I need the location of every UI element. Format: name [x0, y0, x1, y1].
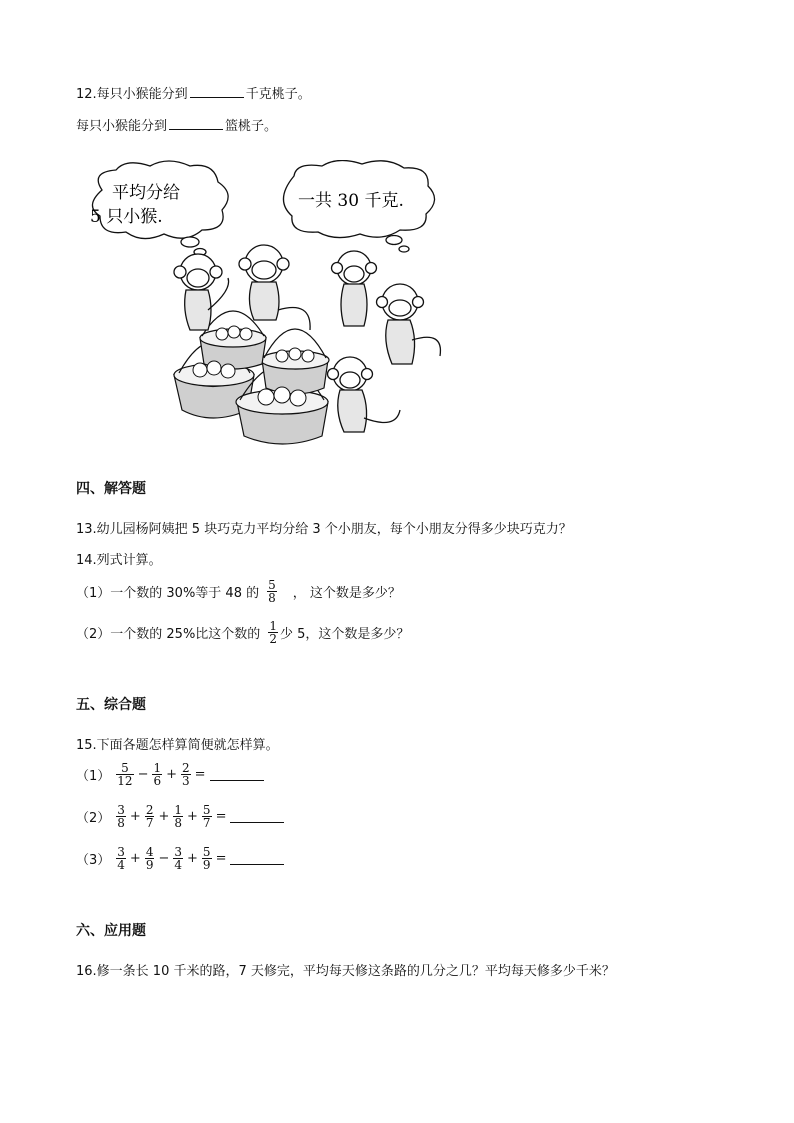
q15-row-1	[76, 762, 266, 787]
answer-blank[interactable]	[230, 852, 284, 865]
fraction-denominator: 3	[182, 774, 190, 788]
q15-title: 15.下面各题怎样算简便就怎样算。	[76, 738, 279, 753]
operator: +	[187, 851, 198, 866]
q14-p2-post: 少 5，这个数是多少？	[279, 627, 410, 642]
operator: +	[166, 767, 178, 782]
q12-line1-pre: 12.每只小猴能分到	[76, 87, 188, 102]
answer-blank[interactable]	[169, 117, 223, 130]
fraction-numerator: 2	[145, 803, 154, 817]
fraction-numerator: 5	[268, 578, 276, 592]
fraction-numerator: 3	[117, 803, 125, 817]
fraction-denominator: 6	[153, 774, 162, 788]
fraction-numerator: 4	[145, 845, 154, 859]
section-5-title: 五、综合题	[76, 697, 146, 713]
q14-part2	[76, 620, 409, 645]
fraction-numerator: 1	[153, 761, 162, 775]
equals-sign: =	[215, 851, 227, 866]
fraction-denominator: 9	[202, 858, 211, 872]
answer-blank[interactable]	[190, 85, 244, 98]
bubble-left-line2: 5 只小猴.	[90, 207, 163, 227]
fraction-denominator: 7	[145, 816, 154, 830]
answer-blank[interactable]	[210, 768, 264, 781]
q15-row-label: （1）	[76, 769, 111, 784]
fraction-numerator: 2	[182, 761, 190, 775]
fraction-numerator: 5	[202, 803, 211, 817]
section-6-title: 六、应用题	[76, 923, 146, 939]
q16-text: 16.修一条长 10 千米的路，7 天修完，平均每天修这条路的几分之几？平均每天修多少千米？	[76, 964, 615, 979]
fraction-denominator: 8	[174, 816, 183, 830]
fraction	[173, 804, 183, 829]
fraction	[116, 846, 126, 871]
operator: −	[137, 767, 149, 782]
fraction	[116, 804, 126, 829]
q15-row-2	[76, 804, 286, 829]
q15-row-label: （3）	[76, 853, 111, 868]
operator: +	[158, 809, 170, 824]
bubble-left-line1: 平均分给	[112, 183, 180, 203]
fraction-numerator: 3	[174, 845, 183, 859]
fraction-numerator: 3	[117, 845, 125, 859]
q14-part1	[76, 579, 401, 604]
fraction-numerator: 1	[269, 619, 277, 633]
fraction-denominator: 4	[174, 858, 183, 872]
fraction-denominator: 9	[145, 858, 154, 872]
section-4-title: 四、解答题	[76, 481, 146, 497]
fraction	[267, 579, 277, 604]
q15-row-label: （2）	[76, 811, 111, 826]
monkeys-peaches-illustration	[82, 160, 452, 460]
answer-blank[interactable]	[230, 810, 284, 823]
operator: −	[158, 851, 170, 866]
q12-line2-post: 篮桃子。	[225, 119, 278, 134]
fraction	[116, 762, 133, 787]
fraction-denominator: 12	[117, 774, 133, 788]
fraction	[202, 846, 212, 871]
q14-p1-post: ， 这个数是多少？	[292, 586, 401, 601]
q12-line1	[76, 83, 311, 102]
fraction	[145, 804, 155, 829]
fraction	[145, 846, 155, 871]
equals-sign: =	[194, 767, 206, 782]
fraction-denominator: 8	[117, 816, 125, 830]
fraction	[268, 620, 278, 645]
fraction-denominator: 8	[268, 591, 276, 605]
fraction	[173, 846, 183, 871]
fraction	[152, 762, 162, 787]
q12-line1-post: 千克桃子。	[245, 87, 311, 102]
fraction-numerator: 5	[202, 845, 211, 859]
fraction-numerator: 5	[121, 761, 129, 775]
q15-row-3	[76, 846, 286, 871]
bubble-right-text: 一共 30 千克.	[298, 191, 404, 211]
equals-sign: =	[215, 809, 227, 824]
fraction	[181, 762, 191, 787]
fraction-denominator: 2	[269, 632, 277, 646]
fraction-denominator: 4	[117, 858, 125, 872]
q13-text: 13.幼儿园杨阿姨把 5 块巧克力平均分给 3 个小朋友，每个小朋友分得多少块巧克力？	[76, 522, 572, 537]
fraction-denominator: 7	[202, 816, 211, 830]
q14-title: 14.列式计算。	[76, 553, 162, 568]
q14-p1-pre: （1）一个数的 30%等于 48 的	[76, 586, 260, 601]
q12-line2	[76, 115, 277, 134]
q14-p2-pre: （2）一个数的 25%比这个数的	[76, 627, 261, 642]
operator: +	[129, 809, 141, 824]
illustration-svg	[82, 160, 452, 460]
q12-line2-pre: 每只小猴能分到	[76, 119, 168, 134]
fraction-numerator: 1	[174, 803, 183, 817]
fraction	[202, 804, 212, 829]
operator: +	[187, 809, 198, 824]
operator: +	[129, 851, 141, 866]
